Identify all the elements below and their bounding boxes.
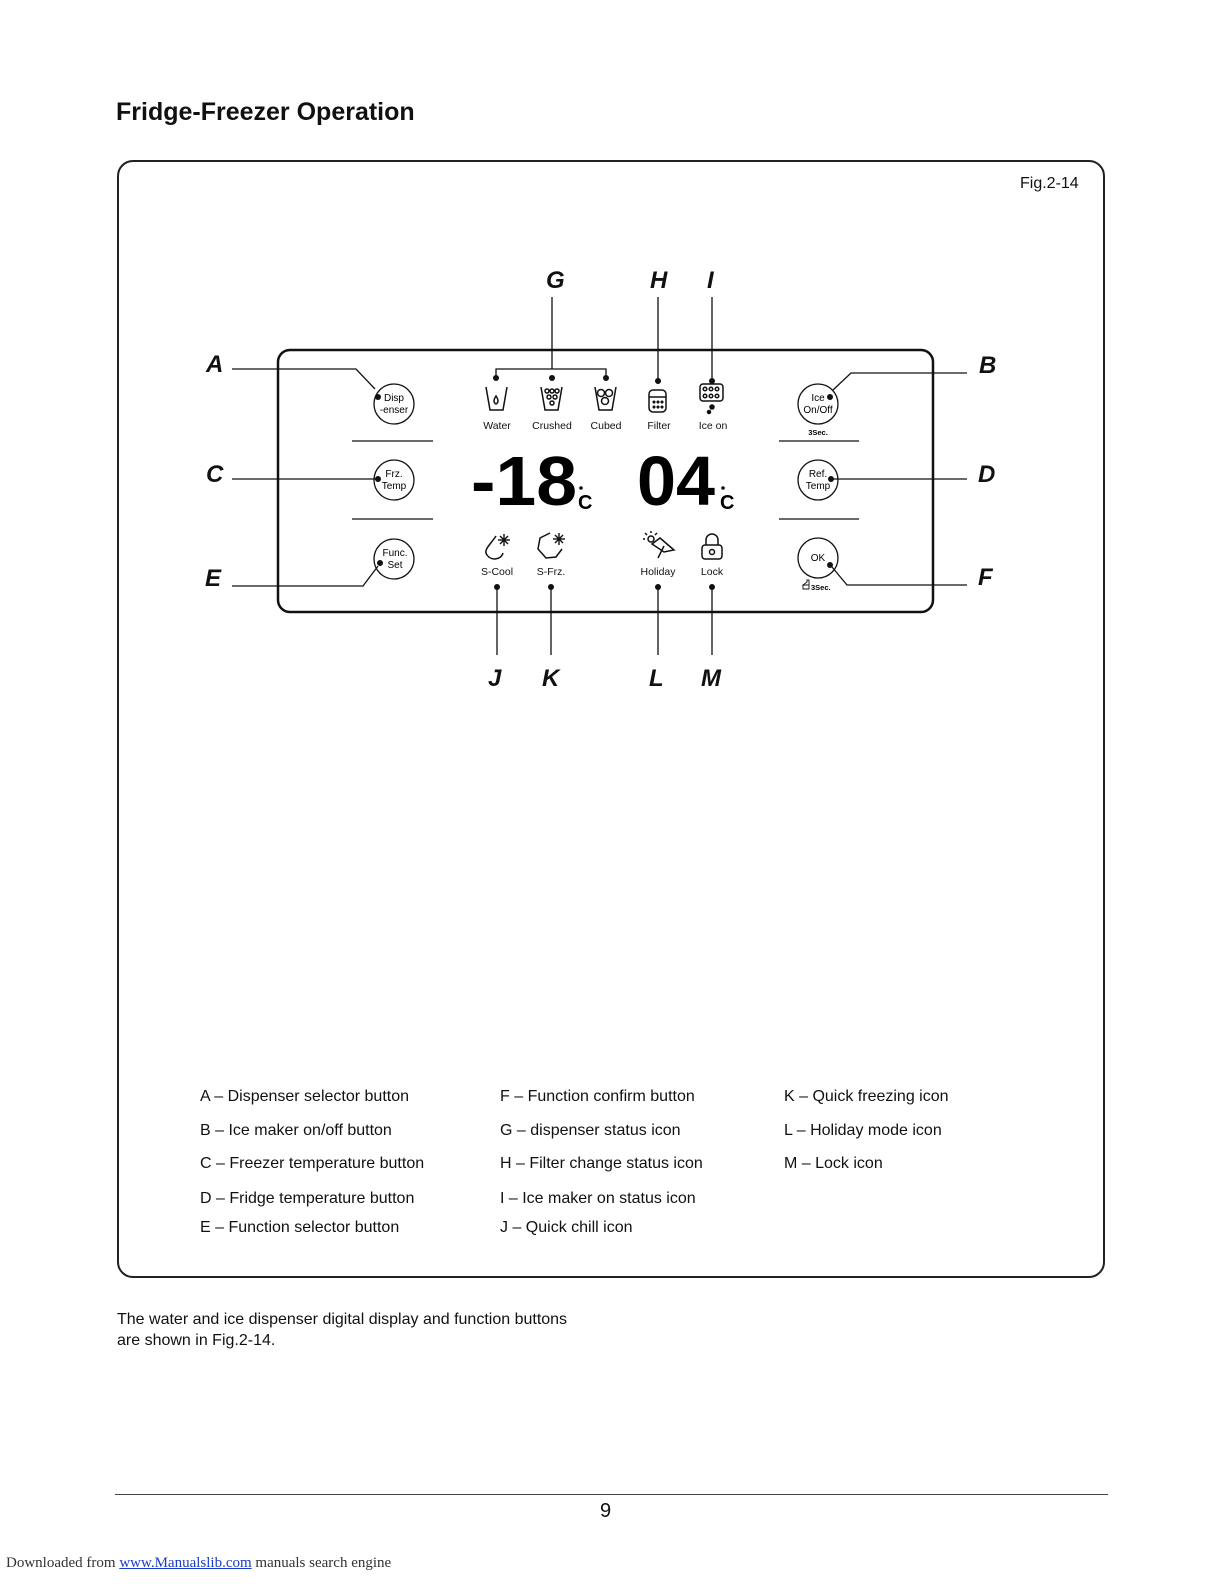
crushed-ice-icon (541, 387, 562, 410)
holiday-label: Holiday (640, 566, 676, 578)
leader-dot (655, 584, 661, 590)
dispenser-label-line2: -enser (379, 405, 409, 416)
callout-E: E (205, 565, 222, 592)
legend-item-H: H – Filter change status icon (500, 1155, 703, 1172)
leader-dot (548, 584, 554, 590)
legend-item-K: K – Quick freezing icon (784, 1088, 949, 1105)
dispenser-button[interactable] (374, 384, 414, 424)
quick-freezing-icon (538, 533, 565, 558)
ice-label-line2: On/Off (803, 405, 833, 416)
leader-line-E (232, 566, 378, 586)
manualslib-link[interactable]: www.Manualslib.com (119, 1555, 252, 1571)
ok-hold-label: 3Sec. (811, 583, 831, 592)
legend-item-B: B – Ice maker on/off button (200, 1122, 392, 1139)
freezer-unit: C (578, 492, 593, 514)
frz-temp-label-line1: Frz. (385, 469, 403, 480)
legend-item-G: G – dispenser status icon (500, 1122, 681, 1139)
leader-dot (375, 394, 381, 400)
callout-J: J (488, 665, 502, 692)
freezer-temperature-display (471, 442, 592, 520)
s-cool-label: S-Cool (480, 566, 514, 578)
legend-item-J: J – Quick chill icon (500, 1219, 633, 1236)
ok-button[interactable] (798, 538, 838, 578)
leader-dot (709, 378, 715, 384)
filter-label: Filter (647, 420, 671, 432)
water-label: Water (483, 420, 511, 432)
filter-icon (649, 390, 666, 412)
ice-on-label: Ice on (698, 420, 728, 432)
leader-line-B (833, 373, 967, 390)
leader-dot (377, 560, 383, 566)
callout-A: A (206, 351, 224, 378)
leader-dot (375, 476, 381, 482)
ref-temp-label-line2: Temp (805, 481, 831, 492)
function-set-button[interactable] (374, 539, 414, 579)
callout-L: L (649, 665, 664, 692)
ok-hold-indicator (803, 580, 831, 592)
page-number: 9 (600, 1500, 612, 1522)
leader-dot (709, 584, 715, 590)
dispenser-label-line1: Disp (383, 393, 405, 404)
callout-F: F (978, 564, 993, 591)
callout-K: K (542, 665, 560, 692)
callout-C: C (206, 461, 224, 488)
freezer-temp-value: -18 (471, 442, 577, 520)
callout-M: M (701, 665, 721, 692)
leader-dot (494, 584, 500, 590)
holiday-icon (643, 531, 674, 558)
page-title: Fridge-Freezer Operation (116, 98, 415, 126)
callout-H: H (650, 267, 668, 294)
leader-dot (827, 394, 833, 400)
func-set-label-line2: Set (387, 560, 403, 571)
legend-item-M: M – Lock icon (784, 1155, 883, 1172)
control-panel-diagram (0, 0, 1225, 760)
leader-dot (828, 476, 834, 482)
degree-dot (579, 486, 583, 490)
leader-dot (493, 375, 499, 381)
ice-maker-on-icon (700, 384, 723, 414)
ref-temp-label-line1: Ref. (808, 469, 828, 480)
legend-item-D: D – Fridge temperature button (200, 1190, 415, 1207)
legend-item-I: I – Ice maker on status icon (500, 1190, 696, 1207)
fridge-unit: C (720, 492, 735, 514)
legend-item-A: A – Dispenser selector button (200, 1088, 410, 1105)
crushed-label: Crushed (532, 420, 572, 432)
ice-hold-label: 3Sec. (808, 428, 828, 437)
callout-I: I (707, 267, 714, 294)
download-suffix: manuals search engine (251, 1555, 392, 1571)
figure-label: Fig.2-14 (1020, 175, 1079, 192)
leader-dot (827, 562, 833, 568)
figure-caption: The water and ice dispenser digital display and function buttons are shown in Fig.2-14. (117, 1311, 568, 1349)
leader-dot (655, 378, 661, 384)
lock-label: Lock (700, 566, 724, 578)
fridge-temp-value: 04 (637, 442, 716, 520)
callout-B: B (979, 352, 997, 379)
leader-dot (603, 375, 609, 381)
ice-label-line1: Ice (811, 393, 825, 404)
cubed-ice-icon (595, 387, 616, 410)
quick-chill-icon (486, 534, 510, 559)
ok-label: OK (810, 553, 826, 564)
download-footer (6, 1555, 391, 1572)
footer-rule (115, 1494, 1108, 1495)
hand-icon (803, 580, 809, 589)
leader-line-F (832, 567, 967, 585)
frz-temp-label-line2: Temp (381, 481, 407, 492)
leader-line-A (232, 369, 375, 389)
leader-dot (549, 375, 555, 381)
callout-G: G (546, 267, 565, 294)
cubed-label: Cubed (590, 420, 622, 432)
s-frz-label: S-Frz. (536, 566, 566, 578)
water-icon (486, 387, 507, 410)
legend-item-F: F – Function confirm button (500, 1088, 695, 1105)
legend-item-L: L – Holiday mode icon (784, 1122, 942, 1139)
degree-dot (721, 486, 725, 490)
legend-item-E: E – Function selector button (200, 1219, 400, 1236)
legend-item-C: C – Freezer temperature button (200, 1155, 425, 1172)
callout-D: D (978, 461, 996, 488)
func-set-label-line1: Func. (382, 548, 408, 559)
fridge-temperature-display (637, 442, 734, 520)
lock-icon (702, 534, 722, 559)
download-prefix: Downloaded from (6, 1555, 120, 1571)
ice-on-off-button[interactable] (798, 384, 838, 424)
